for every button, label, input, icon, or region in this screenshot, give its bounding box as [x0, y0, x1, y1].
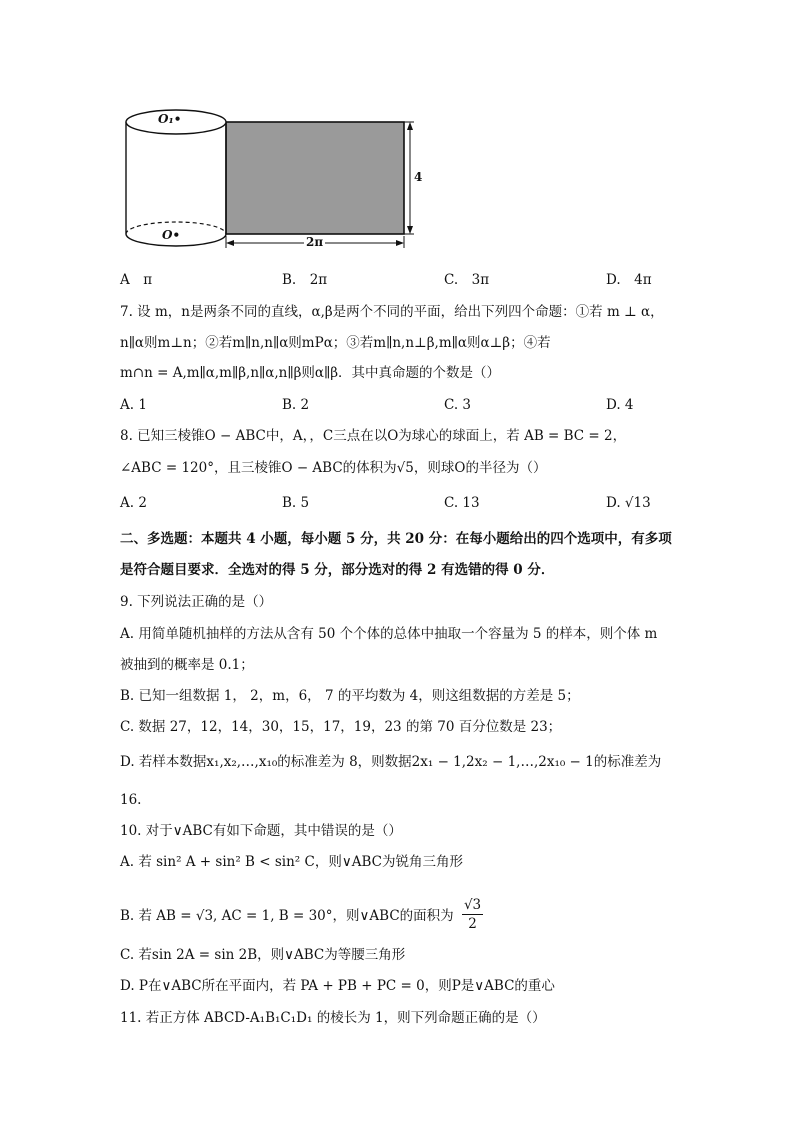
- q8-option-b: B. 5: [282, 495, 310, 511]
- q7-option-a: A. 1: [120, 397, 147, 413]
- q10-stem: 10. 对于∨ABC有如下命题，其中错误的是（）: [120, 823, 402, 839]
- section2-heading-line1: 二、多选题：本题共 4 小题，每小题 5 分，共 20 分：在每小题给出的四个选项中，有多项: [120, 531, 672, 547]
- q10-option-d: D. P在∨ABC所在平面内，若 PA + PB + PC = 0，则P是∨ABC的重心: [120, 978, 555, 994]
- cylinder-figure: [118, 100, 428, 260]
- q8-stem-line2: ∠ABC = 120°，且三棱锥O − ABC的体积为√5，则球O的半径为（）: [120, 460, 547, 476]
- q10-area-fraction: [462, 896, 483, 933]
- q8-option-a: A. 2: [120, 495, 147, 511]
- q9-option-b: B. 已知一组数据 1， 2，m，6， 7 的平均数为 4，则这组数据的方差是 5；: [120, 688, 580, 704]
- height-label: 4: [414, 170, 423, 184]
- q9-option-d-line1: D. 若样本数据x₁,x₂,…,x₁₀的标准差为 8，则数据2x₁ − 1,2x₂ − 1,…,2x₁₀ − 1的标准差为: [120, 754, 662, 770]
- q8-stem-line1: 8. 已知三棱锥O − ABC中，A，，C三点在以O为球心的球面上，若 AB = BC = 2，: [120, 428, 627, 444]
- q8-option-d: D. √13: [606, 495, 651, 511]
- q9-option-a-line2: 被抽到的概率是 0.1；: [120, 657, 254, 673]
- section2-heading-line2: 是符合题目要求．全选对的得 5 分，部分选对的得 2 有选错的得 0 分．: [120, 562, 555, 578]
- q9-option-d-line2: 16.: [120, 792, 142, 808]
- fraction-denominator: 2: [468, 916, 477, 932]
- q7-stem-line1: 7. 设 m，n是两条不同的直线，α,β是两个不同的平面，给出下列四个命题：①若 m ⊥ α，: [120, 304, 664, 320]
- width-label: 2π: [306, 235, 324, 249]
- q10-option-a: A. 若 sin² A + sin² B < sin² C，则∨ABC为锐角三角形: [120, 854, 463, 870]
- top-center-label: O₁•: [158, 112, 182, 126]
- q7-option-c: C. 3: [444, 397, 472, 413]
- q9-option-a-line1: A. 用简单随机抽样的方法从含有 50 个个体的总体中抽取一个容量为 5 的样本，则个体 m: [120, 626, 658, 642]
- q7-option-d: D. 4: [606, 397, 634, 413]
- q7-stem-line3: m∩n = A,m∥α,m∥β,n∥α,n∥β则α∥β．其中真命题的个数是（）: [120, 365, 501, 381]
- q10-option-b: [120, 898, 483, 935]
- bottom-center-label: O•: [162, 228, 181, 242]
- q6-option-b: B. 2π: [282, 272, 328, 288]
- q11-stem: 11. 若正方体 ABCD-A₁B₁C₁D₁ 的棱长为 1，则下列命题正确的是（）: [120, 1010, 546, 1026]
- unrolled-rectangle: [226, 122, 404, 234]
- q7-stem-line2: n∥α则m⊥n；②若m∥n,n∥α则mPα；③若m∥n,n⊥β,m∥α则α⊥β；④若: [120, 335, 551, 351]
- q6-option-a: A π: [120, 272, 153, 288]
- q9-option-c: C. 数据 27，12，14，30，15，17，19，23 的第 70 百分位数是 23；: [120, 719, 562, 735]
- q10-option-b-text: B. 若 AB = √3, AC = 1, B = 30°，则∨ABC的面积为: [120, 908, 454, 924]
- q7-option-b: B. 2: [282, 397, 310, 413]
- q6-option-d: D. 4π: [606, 272, 652, 288]
- q8-option-c: C. 13: [444, 495, 480, 511]
- q6-option-c: C. 3π: [444, 272, 490, 288]
- q10-option-c: C. 若sin 2A = sin 2B，则∨ABC为等腰三角形: [120, 947, 406, 963]
- q9-stem: 9. 下列说法正确的是（）: [120, 594, 273, 610]
- fraction-numerator: √3: [463, 897, 482, 913]
